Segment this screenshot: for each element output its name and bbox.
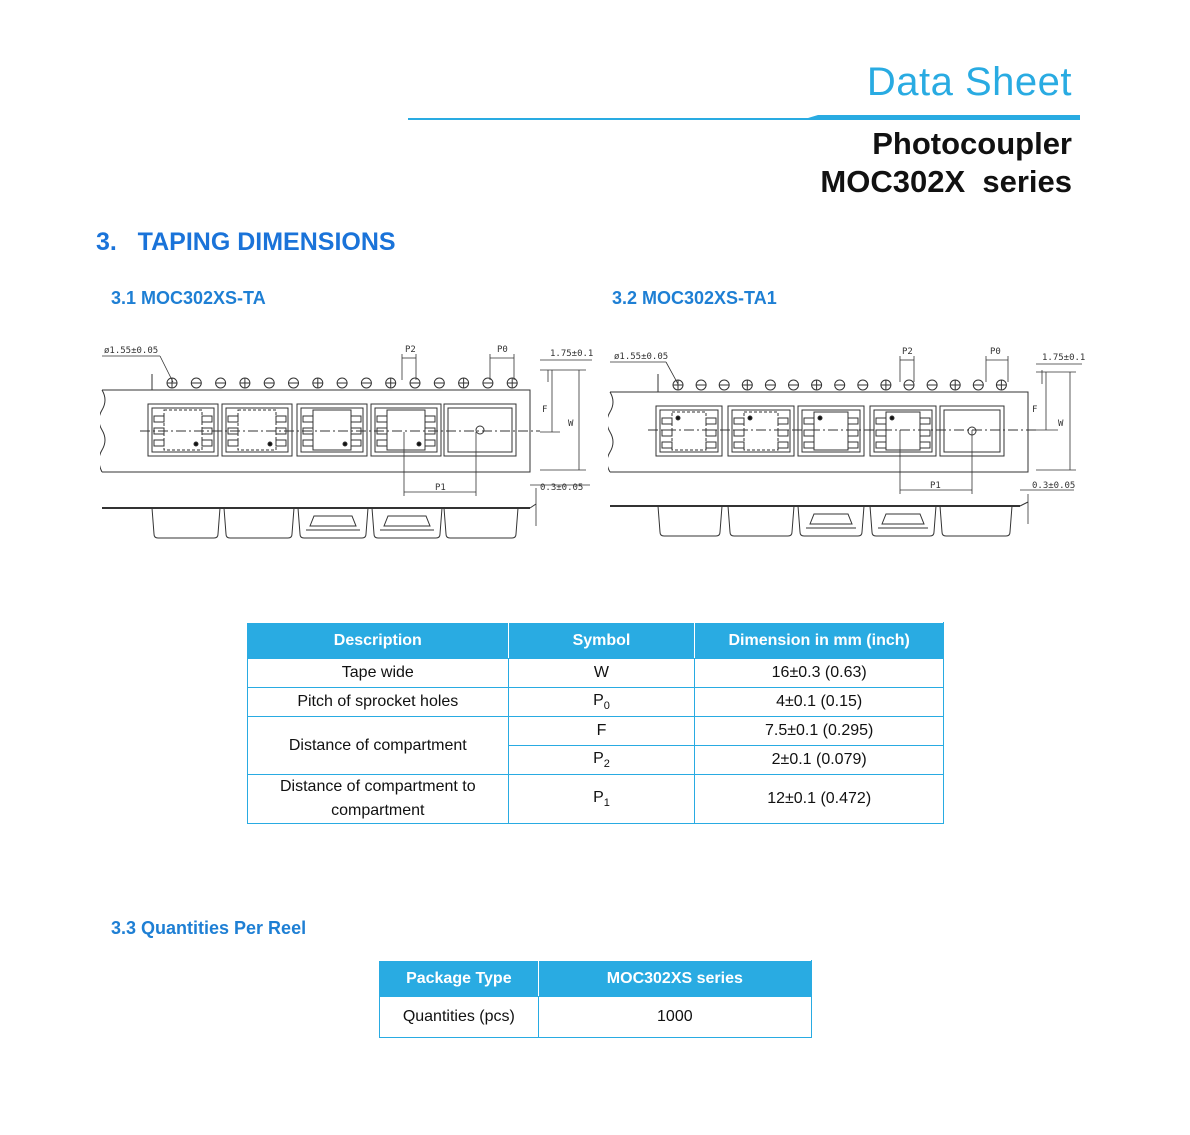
tape-pocket [222, 404, 292, 456]
sprocket-hole [289, 378, 299, 388]
sprocket-hole [313, 378, 323, 388]
sprocket-hole [789, 380, 799, 390]
f-label: F [1032, 405, 1038, 415]
pocket-side-view [444, 508, 518, 538]
row-description: Distance of compartment to compartment [248, 775, 509, 824]
pocket-side-view [940, 506, 1012, 536]
edge-distance-label: 1.75±0.1 [1042, 353, 1086, 363]
table-row [248, 659, 944, 688]
row-description: Distance of compartment [248, 717, 509, 775]
quantities-table [379, 960, 812, 1038]
w-label: W [568, 419, 574, 429]
sprocket-hole [337, 378, 347, 388]
pocket-side-view [152, 508, 220, 538]
row-description: Tape wide [248, 659, 509, 688]
sprocket-hole [361, 378, 371, 388]
sprocket-hole [719, 380, 729, 390]
pocket-side-view [372, 508, 442, 538]
thickness-label: 0.3±0.05 [1032, 481, 1076, 491]
sprocket-hole [950, 380, 960, 390]
doc-type-title: Data Sheet [866, 60, 1072, 104]
sprocket-hole [812, 380, 822, 390]
p1-label: P1 [930, 481, 941, 491]
pocket-side-view [658, 506, 722, 536]
p0-label: P0 [990, 347, 1001, 357]
table-row [380, 997, 812, 1038]
sprocket-hole [264, 378, 274, 388]
quantity-label: Quantities (pcs) [380, 997, 539, 1038]
table-row [248, 775, 944, 824]
tape-pocket [444, 404, 516, 456]
header-dimension: Dimension in mm (inch) [695, 623, 944, 659]
sprocket-hole [483, 378, 493, 388]
row-dimension: 16±0.3 (0.63) [695, 659, 944, 688]
header-package-type: Package Type [380, 961, 539, 997]
sprocket-hole [216, 378, 226, 388]
sprocket-hole [742, 380, 752, 390]
header-series: MOC302XS series [538, 961, 811, 997]
row-description: Pitch of sprocket holes [248, 688, 509, 717]
w-label: W [1058, 419, 1064, 429]
pocket-side-view [798, 506, 864, 536]
p2-label: P2 [405, 345, 416, 355]
thickness-label: 0.3±0.05 [540, 483, 584, 493]
sprocket-hole [765, 380, 775, 390]
sprocket-hole [191, 378, 201, 388]
p2-label: P2 [902, 347, 913, 357]
pocket-side-view [298, 508, 368, 538]
pocket-side-view [870, 506, 936, 536]
section-title: 3. TAPING DIMENSIONS [96, 228, 396, 256]
quantities-title: 3.3 Quantities Per Reel [111, 918, 307, 938]
tape-pocket [148, 404, 218, 456]
pocket-side-view [728, 506, 794, 536]
sprocket-hole [973, 380, 983, 390]
diagram-2-title: 3.2 MOC302XS-TA1 [612, 288, 777, 308]
sprocket-hole [434, 378, 444, 388]
p0-label: P0 [497, 345, 508, 355]
row-symbol: $P_1$ [508, 775, 695, 824]
tape-pocket [798, 406, 864, 456]
sprocket-hole [410, 378, 420, 388]
f-label: F [542, 405, 548, 415]
row-symbol: $P_0$ [508, 688, 695, 717]
header-rule [408, 114, 1080, 120]
table-row [248, 717, 944, 746]
taping-diagram-ta1 [608, 340, 1090, 550]
edge-distance-label: 1.75±0.1 [550, 349, 594, 359]
sprocket-hole [696, 380, 706, 390]
table-row [248, 688, 944, 717]
product-name: Photocoupler [872, 126, 1072, 161]
sprocket-hole [996, 380, 1006, 390]
tape-pocket [728, 406, 794, 456]
quantity-value: 1000 [538, 997, 811, 1038]
row-dimension: 2±0.1 (0.079) [695, 746, 944, 775]
product-series: MOC302X series [820, 164, 1072, 199]
taping-dimensions-table [247, 622, 944, 824]
header-symbol: Symbol [508, 623, 695, 659]
sprocket-hole [386, 378, 396, 388]
sprocket-hole [904, 380, 914, 390]
header-description: Description [248, 623, 509, 659]
row-dimension: 4±0.1 (0.15) [695, 688, 944, 717]
sprocket-hole [240, 378, 250, 388]
sprocket-hole [507, 378, 517, 388]
row-dimension: 12±0.1 (0.472) [695, 775, 944, 824]
tape-pocket [371, 404, 441, 456]
row-symbol: W [508, 659, 695, 688]
sprocket-hole [673, 380, 683, 390]
sprocket-hole [835, 380, 845, 390]
row-dimension: 7.5±0.1 (0.295) [695, 717, 944, 746]
sprocket-hole [927, 380, 937, 390]
pocket-side-view [224, 508, 294, 538]
diagram-1-title: 3.1 MOC302XS-TA [111, 288, 266, 308]
tape-pocket [656, 406, 722, 456]
taping-diagram-ta [100, 340, 600, 550]
hole-diameter-label: ø1.55±0.05 [614, 352, 669, 362]
tape-pocket [297, 404, 367, 456]
row-symbol: $P_2$ [508, 746, 695, 775]
hole-diameter-label: ø1.55±0.05 [104, 346, 159, 356]
row-symbol: F [508, 717, 695, 746]
sprocket-hole [881, 380, 891, 390]
tape-pocket [870, 406, 936, 456]
p1-label: P1 [435, 483, 446, 493]
sprocket-hole [459, 378, 469, 388]
sprocket-hole [858, 380, 868, 390]
